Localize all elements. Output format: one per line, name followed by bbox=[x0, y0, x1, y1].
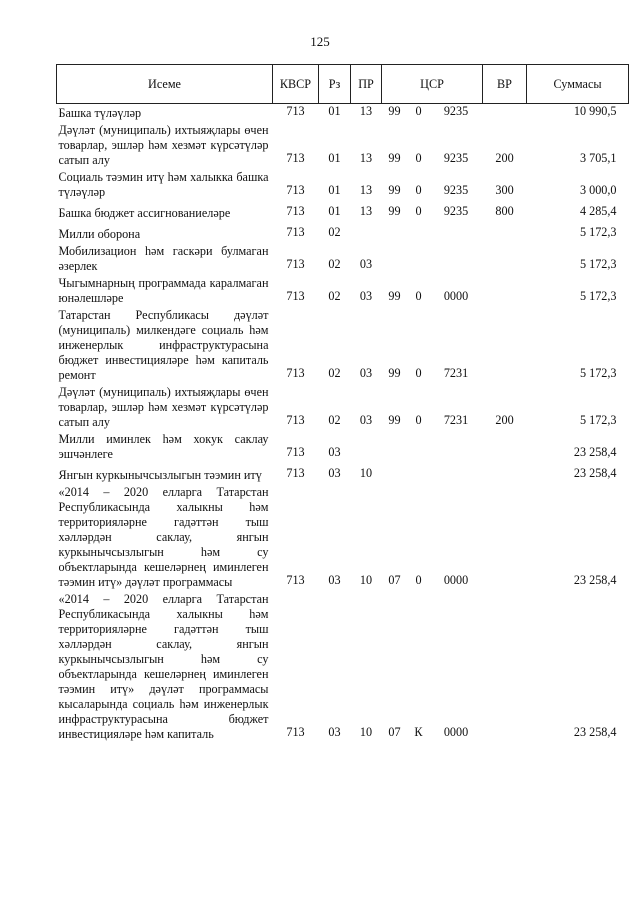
row-kvsr: 713 bbox=[286, 573, 305, 587]
row-csr-direction: 9235 bbox=[443, 204, 469, 218]
row-csr-direction: 0000 bbox=[443, 573, 469, 587]
row-kvsr: 713 bbox=[286, 413, 305, 427]
header-pr: ПР bbox=[351, 65, 382, 104]
row-rz: 01 bbox=[328, 151, 341, 165]
table-row bbox=[57, 169, 629, 201]
row-csr-program: 99 bbox=[388, 104, 401, 118]
row-rz: 02 bbox=[328, 289, 341, 303]
row-sum: 4 285,4 bbox=[579, 204, 617, 218]
row-rz: 02 bbox=[328, 257, 341, 271]
row-name: «2014 – 2020 елларга Татарстан Республикасында халыкны һәм территорияләрне гадәттән тыш хәлләрдән саклау, янгын куркынычсызлыгын һәм су объектларында кешеләрнең иминлеген тәэмин итү» дәүләт программасы bbox=[58, 485, 269, 589]
row-vr bbox=[483, 243, 527, 275]
row-csr-program bbox=[382, 222, 408, 243]
row-rz: 02 bbox=[328, 366, 341, 380]
row-pr: 03 bbox=[359, 257, 373, 271]
row-kvsr: 713 bbox=[286, 289, 305, 303]
table-row bbox=[57, 431, 629, 463]
row-vr: 800 bbox=[495, 204, 514, 218]
header-kvsr: КВСР bbox=[273, 65, 319, 104]
row-name: Мобилизацион һәм гаскәри булмаган әзерлек bbox=[58, 244, 269, 273]
row-csr-subprogram: 0 bbox=[415, 413, 422, 427]
row-rz: 03 bbox=[328, 466, 341, 480]
row-vr bbox=[483, 484, 527, 591]
row-csr-subprogram: 0 bbox=[415, 183, 422, 197]
row-vr: 200 bbox=[495, 413, 514, 427]
row-csr-subprogram bbox=[408, 463, 430, 484]
row-csr-direction: 0000 bbox=[443, 725, 469, 739]
row-sum: 23 258,4 bbox=[573, 445, 617, 459]
table-row bbox=[57, 591, 629, 743]
row-pr: 13 bbox=[359, 183, 373, 197]
row-rz: 01 bbox=[328, 183, 341, 197]
row-csr-subprogram: 0 bbox=[415, 573, 422, 587]
row-pr: 13 bbox=[359, 151, 373, 165]
row-vr bbox=[483, 104, 527, 123]
table-row bbox=[57, 484, 629, 591]
row-csr-subprogram: 0 bbox=[415, 366, 422, 380]
table-header-row bbox=[57, 65, 629, 104]
budget-table bbox=[56, 64, 629, 743]
row-name: «2014 – 2020 елларга Татарстан Республикасында халыкны һәм территорияләрне гадәттән тыш хәлләрдән саклау, янгын куркынычсызлыгын һәм су объектларында кешеләрнең иминлеген тәэмин итү» дәүләт программасы кысаларында социаль һәм инженерлык инфраструктурасына бюджет инвестицияләре һәм капиталь bbox=[58, 592, 269, 741]
row-rz: 02 bbox=[328, 413, 341, 427]
row-kvsr: 713 bbox=[286, 225, 305, 239]
table-row bbox=[57, 463, 629, 484]
row-csr-program bbox=[382, 431, 408, 463]
header-rz: Рз bbox=[319, 65, 351, 104]
row-pr bbox=[351, 431, 382, 463]
row-kvsr: 713 bbox=[286, 366, 305, 380]
row-sum: 5 172,3 bbox=[579, 366, 617, 380]
row-csr-subprogram bbox=[408, 431, 430, 463]
row-csr-program: 07 bbox=[388, 573, 401, 587]
row-sum: 3 705,1 bbox=[579, 151, 617, 165]
row-kvsr: 713 bbox=[286, 445, 305, 459]
row-rz: 02 bbox=[328, 225, 341, 239]
row-vr bbox=[483, 431, 527, 463]
row-csr-subprogram: К bbox=[414, 725, 423, 739]
header-name: Исеме bbox=[57, 65, 273, 104]
row-csr-direction: 0000 bbox=[443, 289, 469, 303]
row-name: Социаль тәэмин итү һәм халыкка башка түләүләр bbox=[58, 170, 269, 199]
row-csr-direction bbox=[430, 243, 483, 275]
table-row bbox=[57, 201, 629, 222]
row-pr: 10 bbox=[359, 725, 373, 739]
row-kvsr: 713 bbox=[286, 183, 305, 197]
row-vr: 200 bbox=[495, 151, 514, 165]
row-csr-direction: 9235 bbox=[443, 151, 469, 165]
row-csr-direction: 9235 bbox=[443, 183, 469, 197]
row-kvsr: 713 bbox=[286, 257, 305, 271]
row-pr: 10 bbox=[359, 466, 373, 480]
table-row bbox=[57, 122, 629, 169]
row-kvsr: 713 bbox=[286, 151, 305, 165]
header-csr: ЦСР bbox=[382, 65, 483, 104]
row-csr-direction bbox=[430, 431, 483, 463]
row-kvsr: 713 bbox=[286, 104, 305, 118]
row-kvsr: 713 bbox=[286, 466, 305, 480]
row-rz: 01 bbox=[328, 204, 341, 218]
row-name: Дәүләт (муниципаль) ихтыяҗлары өчен товарлар, эшләр һәм хезмәт күрсәтүләр сатып алу bbox=[58, 385, 269, 429]
row-csr-program: 99 bbox=[388, 366, 401, 380]
row-kvsr: 713 bbox=[286, 725, 305, 739]
row-name: Дәүләт (муниципаль) ихтыяҗлары өчен товарлар, эшләр һәм хезмәт күрсәтүләр сатып алу bbox=[58, 123, 269, 167]
header-vr: ВР bbox=[483, 65, 527, 104]
row-csr-program: 99 bbox=[388, 151, 401, 165]
row-csr-program: 99 bbox=[388, 289, 401, 303]
row-csr-program: 99 bbox=[388, 183, 401, 197]
row-name: Башка бюджет ассигнованиеләре bbox=[58, 206, 231, 220]
row-name: Милли оборона bbox=[58, 227, 141, 241]
table-row bbox=[57, 384, 629, 431]
row-name: Татарстан Республикасы дәүләт (муниципаль) милкендәге социаль һәм инженерлык инфраструктурасына бюджет инвестицияләре һәм капиталь ремонт bbox=[58, 308, 269, 382]
row-pr: 03 bbox=[359, 413, 373, 427]
row-rz: 03 bbox=[328, 725, 341, 739]
row-pr: 13 bbox=[359, 104, 373, 118]
row-csr-subprogram: 0 bbox=[415, 289, 422, 303]
row-sum: 23 258,4 bbox=[573, 466, 617, 480]
row-name: Башка түләүләр bbox=[58, 106, 142, 120]
row-kvsr: 713 bbox=[286, 204, 305, 218]
row-pr: 10 bbox=[359, 573, 373, 587]
row-csr-direction bbox=[430, 222, 483, 243]
table-row bbox=[57, 222, 629, 243]
row-csr-subprogram: 0 bbox=[415, 204, 422, 218]
row-vr bbox=[483, 275, 527, 307]
row-csr-direction: 7231 bbox=[443, 413, 469, 427]
table-row bbox=[57, 275, 629, 307]
row-csr-subprogram bbox=[408, 243, 430, 275]
row-sum: 5 172,3 bbox=[579, 257, 617, 271]
row-rz: 03 bbox=[328, 445, 341, 459]
row-vr bbox=[483, 307, 527, 384]
table-row bbox=[57, 243, 629, 275]
row-sum: 23 258,4 bbox=[573, 573, 617, 587]
row-pr: 13 bbox=[359, 204, 373, 218]
row-vr bbox=[483, 591, 527, 743]
row-rz: 03 bbox=[328, 573, 341, 587]
table-row bbox=[57, 104, 629, 123]
row-csr-program bbox=[382, 243, 408, 275]
row-sum: 5 172,3 bbox=[579, 225, 617, 239]
row-csr-program: 07 bbox=[388, 725, 401, 739]
row-csr-program: 99 bbox=[388, 413, 401, 427]
row-csr-direction bbox=[430, 463, 483, 484]
row-sum: 3 000,0 bbox=[579, 183, 617, 197]
row-name: Янгын куркынычсызлыгын тәэмин итү bbox=[58, 468, 262, 482]
row-vr bbox=[483, 222, 527, 243]
page-number: 125 bbox=[310, 34, 330, 49]
row-csr-subprogram: 0 bbox=[415, 151, 422, 165]
row-name: Чыгымнарның программада каралмаган юнәлешләре bbox=[58, 276, 269, 305]
header-sum: Суммасы bbox=[527, 65, 629, 104]
row-vr bbox=[483, 463, 527, 484]
row-sum: 5 172,3 bbox=[579, 413, 617, 427]
row-csr-direction: 9235 bbox=[443, 104, 469, 118]
table-row bbox=[57, 307, 629, 384]
row-pr bbox=[351, 222, 382, 243]
row-csr-program bbox=[382, 463, 408, 484]
row-rz: 01 bbox=[328, 104, 341, 118]
row-pr: 03 bbox=[359, 289, 373, 303]
row-csr-program: 99 bbox=[388, 204, 401, 218]
row-csr-direction: 7231 bbox=[443, 366, 469, 380]
row-sum: 10 990,5 bbox=[573, 104, 617, 118]
row-name: Милли иминлек һәм хокук саклау эшчәнлеге bbox=[58, 432, 269, 461]
row-sum: 23 258,4 bbox=[573, 725, 617, 739]
row-csr-subprogram bbox=[408, 222, 430, 243]
row-vr: 300 bbox=[495, 183, 514, 197]
row-csr-subprogram: 0 bbox=[415, 104, 422, 118]
row-pr: 03 bbox=[359, 366, 373, 380]
row-sum: 5 172,3 bbox=[579, 289, 617, 303]
